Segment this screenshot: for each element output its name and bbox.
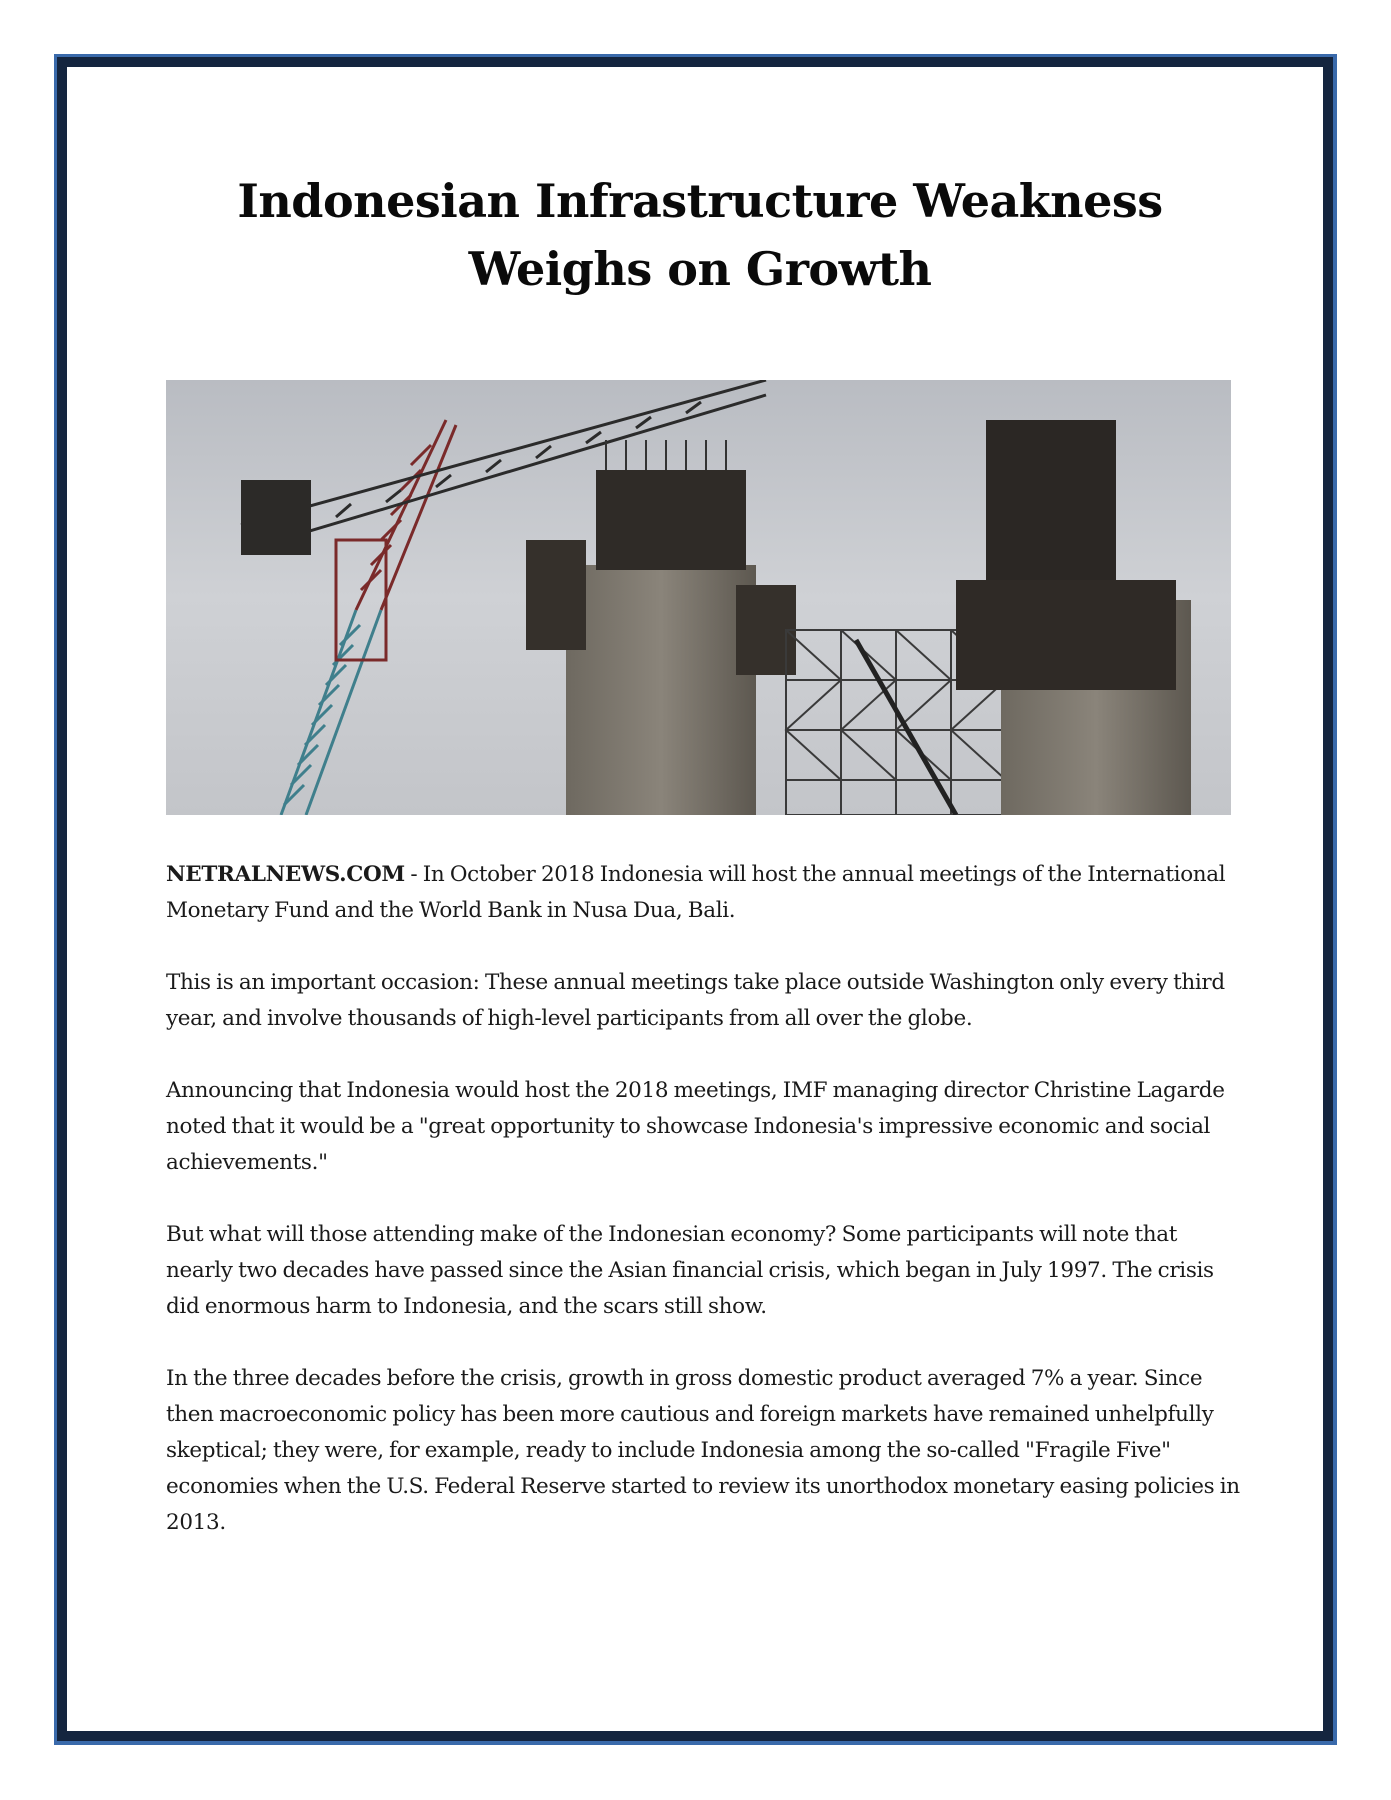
source-separator: -: [404, 862, 423, 887]
article-title-line-2: Weighs on Growth: [468, 242, 932, 296]
paragraph-5: In the three decades before the crisis, growth in gross domestic product averaged 7% a year. Since then macroeconomic policy has been more cautious and foreign markets have remained unhelpfully skeptical; they were, for example, ready to include Indonesia among the so-called "Fragile Five" economies when the U.S. Federal Reserve started to review its unorthodox monetary easing policies in 2013.: [166, 1366, 1240, 1535]
paragraph-2: This is an important occasion: These annual meetings take place outside Washington only every third year, and involve thousands of high-level participants from all over the globe.: [166, 970, 1225, 1031]
construction-photo: [166, 380, 1231, 815]
page-border-outer: [54, 54, 1337, 1745]
document-page: [67, 67, 1323, 1731]
paragraph-1-text: In October 2018 Indonesia will host the annual meetings of the International Monetary Fund and the World Bank in Nusa Dua, Bali.: [166, 862, 1226, 923]
paragraph-4: But what will those attending make of the Indonesian economy? Some participants will note that nearly two decades have passed since the Asian financial crisis, which began in July 1997. The crisis did enormous harm to Indonesia, and the scars still show.: [166, 1222, 1214, 1319]
article-title-line-1: Indonesian Infrastructure Weakness: [237, 174, 1163, 228]
source-label: NETRALNEWS.COM: [166, 862, 405, 887]
article-title: [167, 167, 1233, 303]
paragraph-3: Announcing that Indonesia would host the 2018 meetings, IMF managing director Christine Lagarde noted that it would be a "great opportunity to showcase Indonesia's impressive economic and social achievements.": [166, 1078, 1225, 1175]
article-body: [166, 857, 1246, 1577]
paragraph-1: [166, 857, 1246, 929]
page-border-inner: [57, 57, 1333, 1741]
construction-photo-illustration: [166, 380, 1231, 815]
